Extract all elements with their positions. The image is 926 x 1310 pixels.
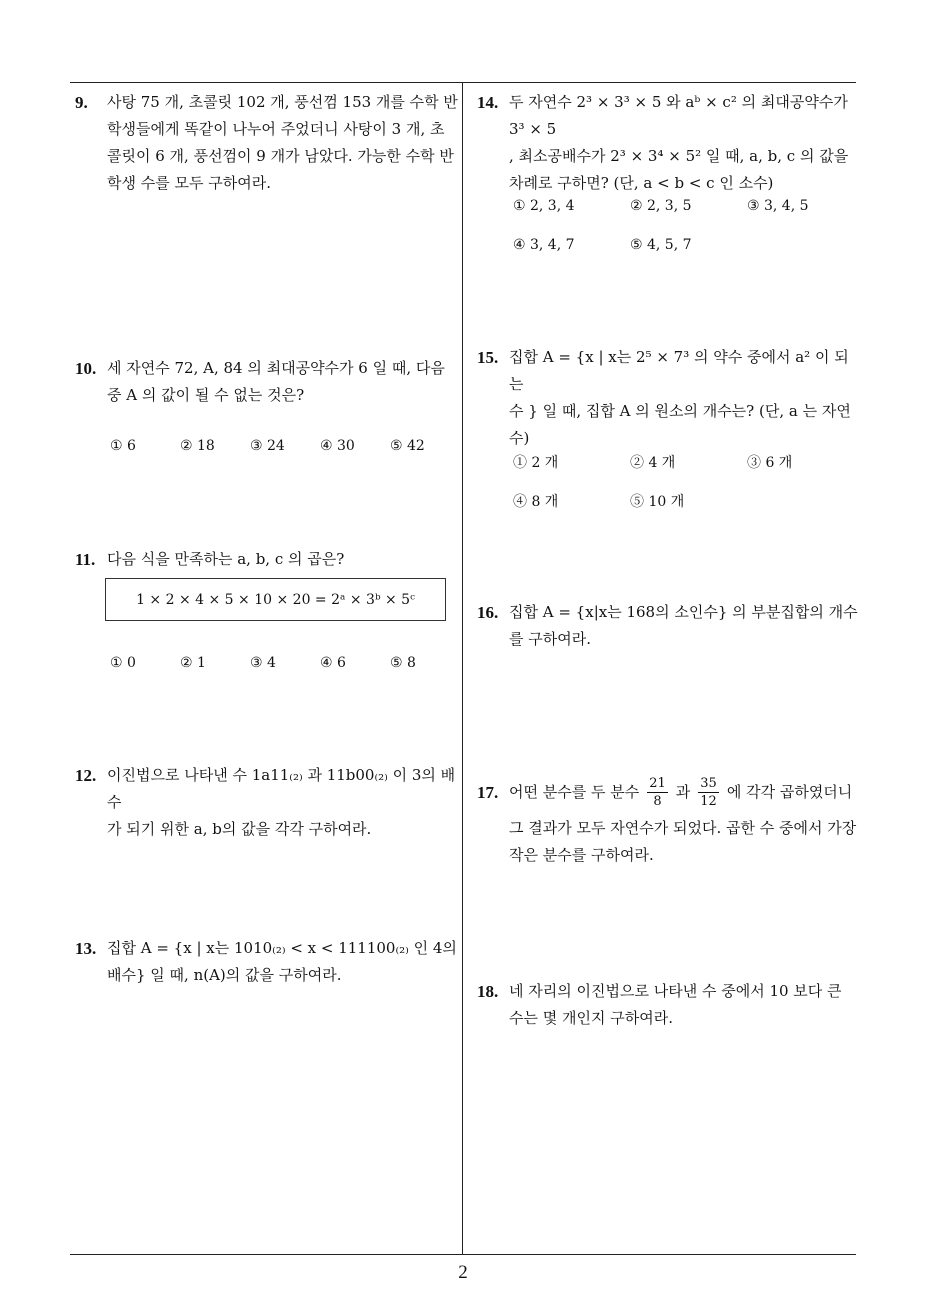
choice-2[interactable]: ② 18 (180, 438, 215, 454)
problem-text-line: 그 결과가 모두 자연수가 되었다. 곱한 수 중에서 가장 (509, 819, 857, 837)
problem-text-line: 중 A 의 값이 될 수 없는 것은? (107, 386, 305, 404)
formula-box (105, 578, 446, 621)
fraction-denominator: 12 (700, 794, 717, 809)
choice-2[interactable]: ② 1 (180, 655, 206, 671)
problem-text-line: 집합 A = {x | x는 1010₍₂₎ < x < 111100₍₂₎ 인 4의 (107, 939, 457, 957)
problem-text-line: 사탕 75 개, 초콜릿 102 개, 풍선껌 153 개를 수학 반 (107, 93, 458, 111)
choice-4[interactable]: ④ 6 (320, 655, 346, 671)
problem-number: 13. (75, 939, 97, 958)
problem-12 (75, 762, 460, 843)
problem-number: 9. (75, 93, 88, 112)
problem-text-line: 세 자연수 72, A, 84 의 최대공약수가 6 일 때, 다음 (107, 359, 445, 377)
problem-text-line: 차례로 구하면? (단, a < b < c 인 소수) (509, 174, 774, 192)
problem-text-line: 집합 A = {x | x는 2⁵ × 7³ 의 약수 중에서 a² 이 되는 (509, 348, 849, 393)
problem-15 (477, 344, 862, 452)
problem-11 (75, 546, 460, 573)
problem-text-line: 학생들에게 똑같이 나누어 주었더니 사탕이 3 개, 초 (107, 120, 445, 138)
problem-16 (477, 599, 862, 653)
bottom-rule (70, 1254, 856, 1255)
problem-text-line: 두 자연수 2³ × 3³ × 5 와 aᵇ × c² 의 최대공약수가 3³ × 5 (509, 93, 848, 138)
choice-4[interactable]: ④ 3, 4, 7 (513, 237, 575, 253)
problem-number: 11. (75, 550, 96, 569)
problem-text-line: 수는 몇 개인지 구하여라. (509, 1009, 673, 1027)
problem-text-line: 이진법으로 나타낸 수 1a11₍₂₎ 과 11b00₍₂₎ 이 3의 배수 (107, 766, 456, 811)
choice-3[interactable]: ③ 4 (250, 655, 276, 671)
choice-5[interactable]: ⑤ 8 (390, 655, 416, 671)
problem-number: 14. (477, 93, 499, 112)
problem-text-line: 작은 분수를 구하여라. (509, 846, 654, 864)
problem-text-line: 집합 A = {x|x는 168의 소인수} 의 부분집합의 개수 (509, 603, 858, 621)
choice-3[interactable]: ③ 6 개 (747, 455, 793, 471)
choice-3[interactable]: ③ 24 (250, 438, 285, 454)
fraction-numerator: 35 (700, 776, 717, 791)
problem-text-line: 를 구하여라. (509, 630, 591, 648)
choice-1[interactable]: ① 6 (110, 438, 136, 454)
choice-4[interactable]: ④ 8 개 (513, 494, 559, 510)
fraction-numerator: 21 (649, 776, 666, 791)
problem-text-line: 배수} 일 때, n(A)의 값을 구하여라. (107, 966, 342, 984)
problem-number: 17. (477, 783, 499, 802)
choice-5[interactable]: ⑤ 4, 5, 7 (630, 237, 692, 253)
problem-14 (477, 89, 862, 197)
problem-text-segment: 과 (675, 783, 691, 801)
fraction-21-8 (647, 775, 668, 810)
problem-10 (75, 355, 460, 409)
formula: 1 × 2 × 4 × 5 × 10 × 20 = 2ᵃ × 3ᵇ × 5ᶜ (136, 591, 415, 608)
choice-1[interactable]: ① 2 개 (513, 455, 559, 471)
problem-text-line: 다음 식을 만족하는 a, b, c 의 곱은? (107, 550, 345, 568)
problem-text-line: , 최소공배수가 2³ × 3⁴ × 5² 일 때, a, b, c 의 값을 (509, 147, 849, 165)
problem-text-line: 네 자리의 이진법으로 나타낸 수 중에서 10 보다 큰 (509, 982, 842, 1000)
problem-text-first-line (509, 770, 862, 815)
problem-9 (75, 89, 460, 197)
problem-number: 15. (477, 348, 499, 367)
problem-text-line: 콜릿이 6 개, 풍선껌이 9 개가 남았다. 가능한 수학 반 (107, 147, 454, 165)
choice-5[interactable]: ⑤ 42 (390, 438, 425, 454)
choice-3[interactable]: ③ 3, 4, 5 (747, 198, 809, 214)
problem-17 (477, 770, 862, 869)
column-divider (462, 82, 463, 1255)
problem-number: 12. (75, 766, 97, 785)
problem-text-line: 수) (509, 429, 530, 447)
problem-18 (477, 978, 862, 1032)
problem-number: 16. (477, 603, 499, 622)
problem-text-segment: 어떤 분수를 두 분수 (509, 783, 640, 801)
page-number: 2 (458, 1262, 468, 1283)
choice-2[interactable]: ② 2, 3, 5 (630, 198, 692, 214)
problem-text-line: 수 } 일 때, 집합 A 의 원소의 개수는? (단, a 는 자연 (509, 402, 851, 420)
choice-1[interactable]: ① 2, 3, 4 (513, 198, 575, 214)
top-rule (70, 82, 856, 83)
fraction-denominator: 8 (653, 794, 662, 809)
fraction-35-12 (698, 775, 719, 810)
problem-13 (75, 935, 460, 989)
problem-text-segment: 에 각각 곱하였더니 (726, 783, 853, 801)
choice-2[interactable]: ② 4 개 (630, 455, 676, 471)
problem-text-line: 학생 수를 모두 구하여라. (107, 174, 271, 192)
choice-1[interactable]: ① 0 (110, 655, 136, 671)
choice-4[interactable]: ④ 30 (320, 438, 355, 454)
choice-5[interactable]: ⑤ 10 개 (630, 494, 685, 510)
problem-number: 18. (477, 982, 499, 1001)
problem-text-line: 가 되기 위한 a, b의 값을 각각 구하여라. (107, 820, 372, 838)
problem-number: 10. (75, 359, 97, 378)
